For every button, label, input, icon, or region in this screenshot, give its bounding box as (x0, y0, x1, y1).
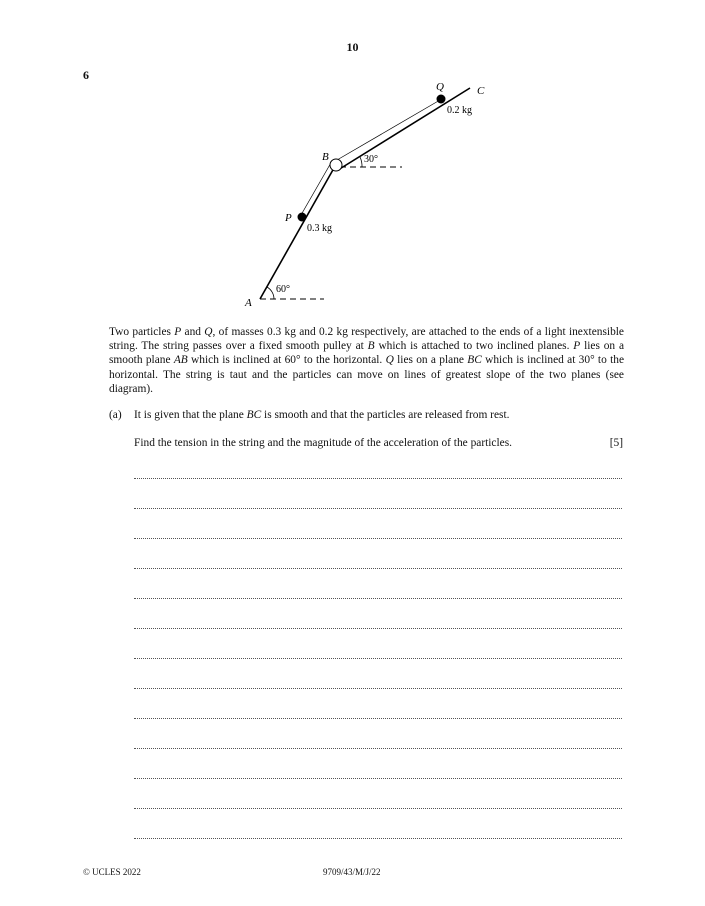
question-stem: Two particles P and Q, of masses 0.3 kg and 0.2 kg respectively, are attached to the ends of a light inextensible string. The string passes over a fixed smooth pulley at B which is attached to two inclined planes. P lies on a smooth plane AB which is inclined at 60° to the horizontal. Q lies on a plane BC which is inclined at 30° to the horizontal. The string is taut and the particles can move on lines of greatest slope of the two planes (see diagram). (109, 326, 625, 395)
mass-p-label: 0.3 kg (307, 223, 332, 234)
string-p (301, 161, 332, 215)
answer-line[interactable] (134, 568, 622, 569)
answer-line[interactable] (134, 718, 622, 719)
label-a: A (245, 297, 252, 309)
answer-line[interactable] (134, 598, 622, 599)
label-c: C (477, 85, 485, 97)
label-q: Q (436, 81, 444, 93)
part-a-task: Find the tension in the string and the magnitude of the acceleration of the particles. (134, 437, 512, 449)
footer-paper-code: 9709/43/M/J/22 (323, 867, 381, 877)
part-a-text: It is given that the plane BC is smooth and that the particles are released from rest. (134, 409, 510, 421)
mass-q-label: 0.2 kg (447, 105, 472, 116)
particle-q (437, 95, 446, 104)
plane-bc (338, 88, 470, 170)
part-a-marks: [5] (609, 437, 623, 449)
answer-line[interactable] (134, 628, 622, 629)
answer-line[interactable] (134, 538, 622, 539)
page-number: 10 (346, 40, 359, 54)
footer-copyright: © UCLES 2022 (83, 867, 141, 877)
part-a-label: (a) (109, 409, 122, 421)
answer-line[interactable] (134, 508, 622, 509)
answer-line[interactable] (134, 688, 622, 689)
label-p: P (285, 212, 292, 224)
question-number: 6 (83, 68, 89, 82)
answer-line[interactable] (134, 808, 622, 809)
particle-p (298, 213, 307, 222)
answer-line[interactable] (134, 478, 622, 479)
angle-arc-a (267, 287, 274, 299)
answer-line[interactable] (134, 838, 622, 839)
pulley-icon (330, 159, 342, 171)
angle-b-label: 30° (364, 154, 378, 165)
inclined-planes-diagram (240, 70, 510, 310)
angle-arc-b (360, 157, 362, 167)
answer-line[interactable] (134, 748, 622, 749)
string-q (337, 100, 440, 160)
answer-line[interactable] (134, 658, 622, 659)
angle-a-label: 60° (276, 284, 290, 295)
answer-line[interactable] (134, 778, 622, 779)
label-b: B (322, 151, 329, 163)
